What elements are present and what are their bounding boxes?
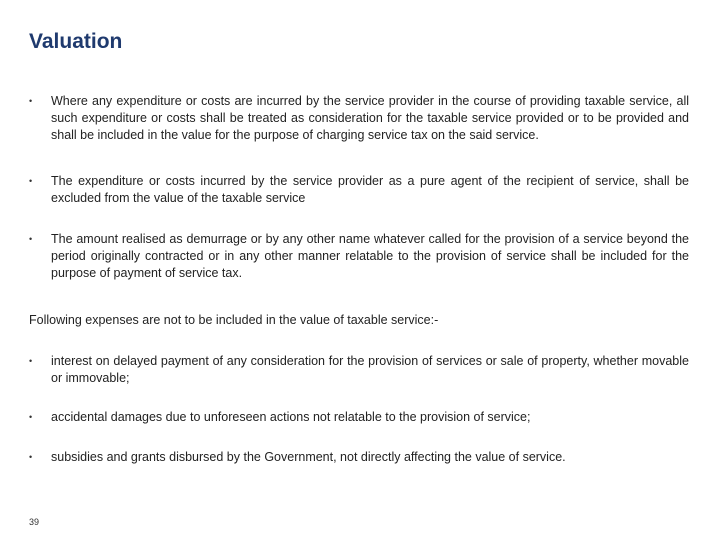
- bullet-text: The amount realised as demurrage or by any other name whatever called for the provision of a service beyond the period originally contracted or in any other manner relatable to the provision of service shall be included for the purpose of payment of service tax.: [51, 232, 689, 280]
- bullet-text: Where any expenditure or costs are incurred by the service provider in the course of providing taxable service, all such expenditure or costs shall be treated as consideration for the taxable service provided or to be provided and shall be included in the value for the purpose of charging service tax on the said service.: [51, 94, 689, 142]
- bullet-text: interest on delayed payment of any consideration for the provision of services or sale of property, whether movable or immovable;: [51, 354, 689, 385]
- bullet-icon: •: [29, 96, 33, 106]
- bullet-icon: •: [29, 452, 33, 462]
- slide-title: Valuation: [29, 30, 123, 53]
- valuation-inclusion-list: [29, 93, 689, 281]
- bullet-text: subsidies and grants disbursed by the Government, not directly affecting the value of service.: [51, 450, 566, 464]
- bullet-text: accidental damages due to unforeseen actions not relatable to the provision of service;: [51, 410, 531, 424]
- bullet-icon: •: [29, 356, 33, 366]
- list-item: [29, 353, 689, 409]
- exclusions-heading: Following expenses are not to be included in the value of taxable service:-: [29, 313, 439, 327]
- list-item: [29, 231, 689, 281]
- list-item: [29, 449, 689, 469]
- bullet-text: The expenditure or costs incurred by the service provider as a pure agent of the recipient of service, shall be excluded from the value of the taxable service: [51, 174, 689, 205]
- page-number: 39: [29, 517, 40, 527]
- bullet-icon: •: [29, 412, 33, 422]
- list-item: [29, 409, 689, 449]
- list-item: [29, 93, 689, 173]
- bullet-icon: •: [29, 234, 33, 244]
- list-item: [29, 173, 689, 231]
- bullet-icon: •: [29, 176, 33, 186]
- excluded-expenses-list: [29, 353, 689, 469]
